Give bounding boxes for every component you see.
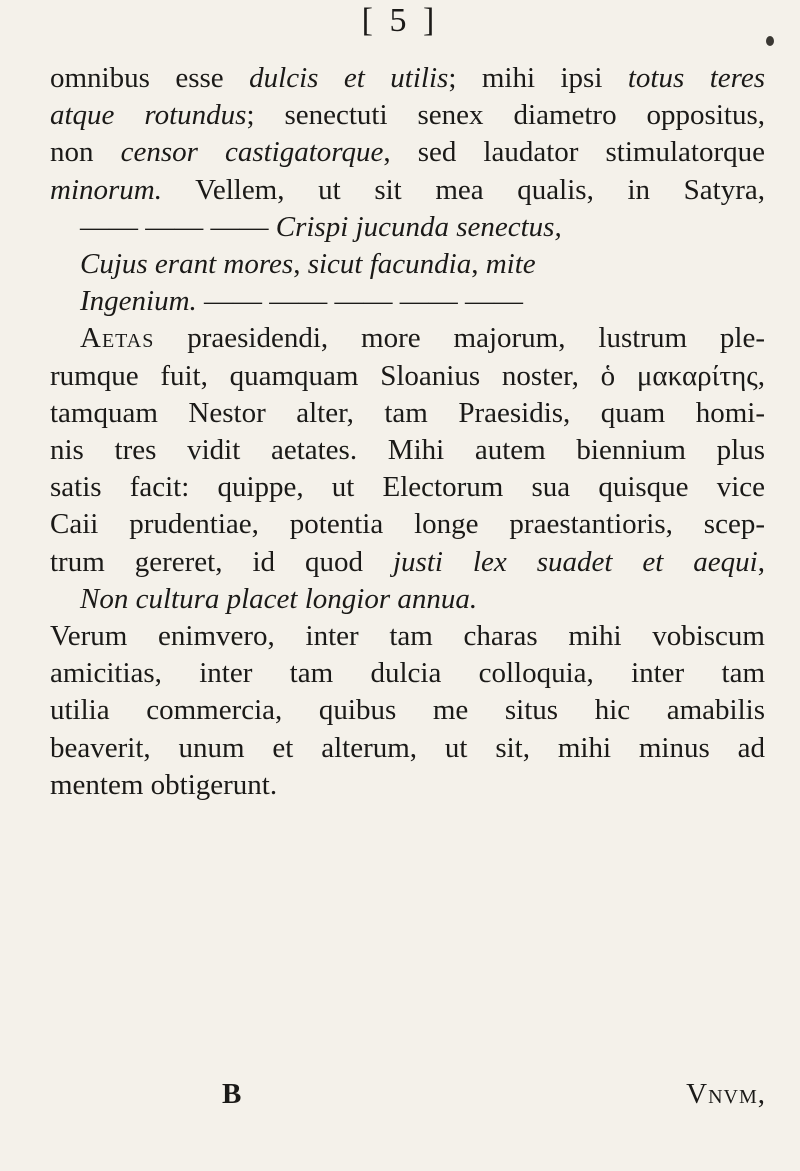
- text-segment: —— —— ——: [80, 210, 276, 243]
- italic-segment: totus teres: [627, 62, 766, 94]
- ink-spot: [766, 36, 774, 46]
- text-segment: Caii prudentiae, potentia longe praestantioris, scep-: [50, 508, 765, 541]
- text-segment: satis facit: quippe, ut Electorum sua quisque vice: [50, 471, 765, 504]
- verse-line: [50, 209, 765, 246]
- page-number: [ 5 ]: [361, 2, 439, 39]
- text-segment: beaverit, unum et alterum, ut sit, mihi minus ad: [50, 731, 765, 764]
- italic-segment: atque rotundus: [50, 99, 247, 132]
- text-segment: ,: [757, 545, 765, 578]
- paragraph-start: [50, 320, 765, 357]
- text-line: [50, 655, 765, 692]
- text-segment: ; mihi ipsi: [448, 62, 628, 94]
- italic-segment: sicut facundia: [307, 248, 472, 281]
- italic-segment: minorum.: [50, 173, 162, 206]
- text-line: [50, 506, 765, 543]
- text-line: [50, 358, 765, 395]
- italic-segment: Ingenium.: [80, 285, 197, 318]
- signature-mark: B: [222, 1078, 242, 1110]
- text-line: [50, 134, 765, 171]
- text-line: [50, 692, 765, 729]
- text-line: [50, 618, 765, 655]
- verse-line: [50, 246, 765, 283]
- text-segment: amicitias, inter tam dulcia colloquia, inter tam: [50, 657, 765, 690]
- text-line: [50, 172, 765, 209]
- catchword: Vnvm,: [686, 1078, 766, 1110]
- text-segment: ,: [471, 248, 486, 281]
- italic-segment: justi lex suadet et aequi: [392, 545, 758, 578]
- text-segment: Verum enimvero, inter tam charas mihi vobiscum: [50, 620, 765, 653]
- text-line: [50, 60, 765, 97]
- text-line: [50, 97, 765, 134]
- text-line: [50, 469, 765, 506]
- italic-segment: dulcis et utilis: [249, 62, 449, 94]
- small-caps-segment: Aetas: [80, 322, 155, 355]
- text-line: [50, 432, 765, 469]
- text-segment: tamquam Nestor alter, tam Praesidis, quam homi-: [50, 396, 765, 429]
- text-segment: ; senectuti senex diametro oppositus,: [246, 99, 765, 132]
- italic-segment: mite: [485, 248, 536, 281]
- text-segment: —— —— —— —— ——: [196, 285, 524, 318]
- italic-segment: Non cultura placet longior annua.: [80, 582, 478, 615]
- text-line: [50, 730, 765, 767]
- text-segment: Vellem, ut sit mea qualis, in Satyra,: [161, 173, 765, 206]
- text-segment: omnibus esse: [50, 62, 250, 94]
- verse-line: [50, 283, 765, 320]
- text-segment: trum gereret, id quod: [50, 545, 393, 578]
- text-segment: ,: [293, 248, 308, 281]
- text-segment: non: [50, 136, 121, 169]
- text-line: [50, 395, 765, 432]
- verse-line: [50, 581, 765, 618]
- text-segment: praesidendi, more majorum, lustrum ple-: [154, 322, 765, 355]
- text-segment: , sed laudator stimulatorque: [383, 136, 765, 169]
- italic-segment: Cujus erant mores: [80, 248, 294, 281]
- text-line: [50, 544, 765, 581]
- text-segment: utilia commercia, quibus me situs hic amabilis: [50, 694, 765, 727]
- text-line: [50, 767, 765, 804]
- body-text: [50, 60, 765, 804]
- text-segment: rumque fuit, quamquam Sloanius noster, ὁ μακαρίτης,: [50, 359, 765, 392]
- text-segment: nis tres vidit aetates. Mihi autem biennium plus: [50, 434, 765, 467]
- page-footer: [0, 1078, 800, 1118]
- text-segment: mentem obtigerunt.: [50, 768, 278, 801]
- italic-segment: Crispi jucunda senectus,: [275, 210, 562, 243]
- italic-segment: censor castigatorque: [120, 136, 384, 169]
